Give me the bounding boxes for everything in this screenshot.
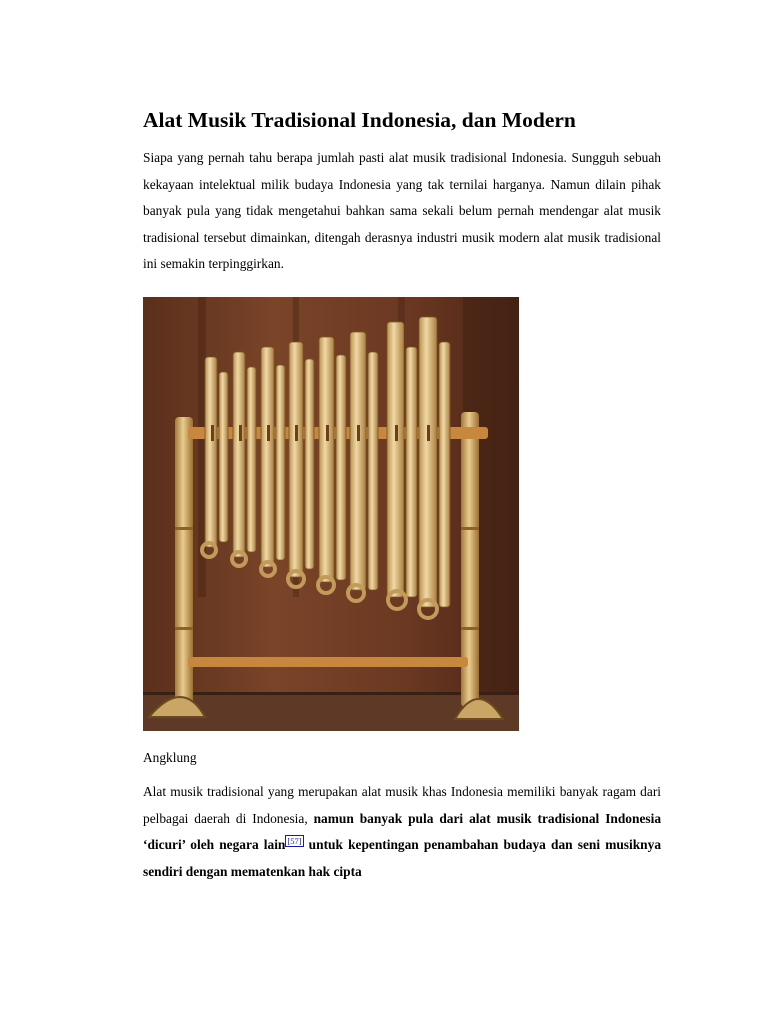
citation-link[interactable]: [57] — [287, 835, 302, 846]
body-paragraph — [143, 779, 661, 885]
body-text-bold-continued: untuk kepentingan penambahan budaya dan seni musiknya sendiri dengan mematenkan hak cipta — [143, 837, 662, 879]
angklung-photo — [143, 297, 519, 731]
body-text-normal: Alat musik tradisional yang merupakan alat musik khas Indonesia memiliki banyak ragam dari pelbagai daerah di Indonesia, — [143, 784, 661, 826]
intro-paragraph: Siapa yang pernah tahu berapa jumlah pasti alat musik tradisional Indonesia. Sungguh sebuah kekayaan intelektual milik budaya Indonesia yang tak ternilai harganya. Namun dilain pihak banyak pula yang tidak mengetahui bahkan sama sekali belum pernah mendengar alat musik tradisional tersebut dimainkan, ditengah derasnya industri musik modern alat musik tradisional ini semakin terpinggirkan. — [143, 150, 661, 272]
image-caption: Angklung — [143, 750, 197, 765]
document-title: Alat Musik Tradisional Indonesia, dan Modern — [143, 108, 576, 132]
body-text-bold: namun banyak pula dari alat musik tradisional Indonesia ‘dicuri’ oleh negara lain — [143, 810, 662, 853]
